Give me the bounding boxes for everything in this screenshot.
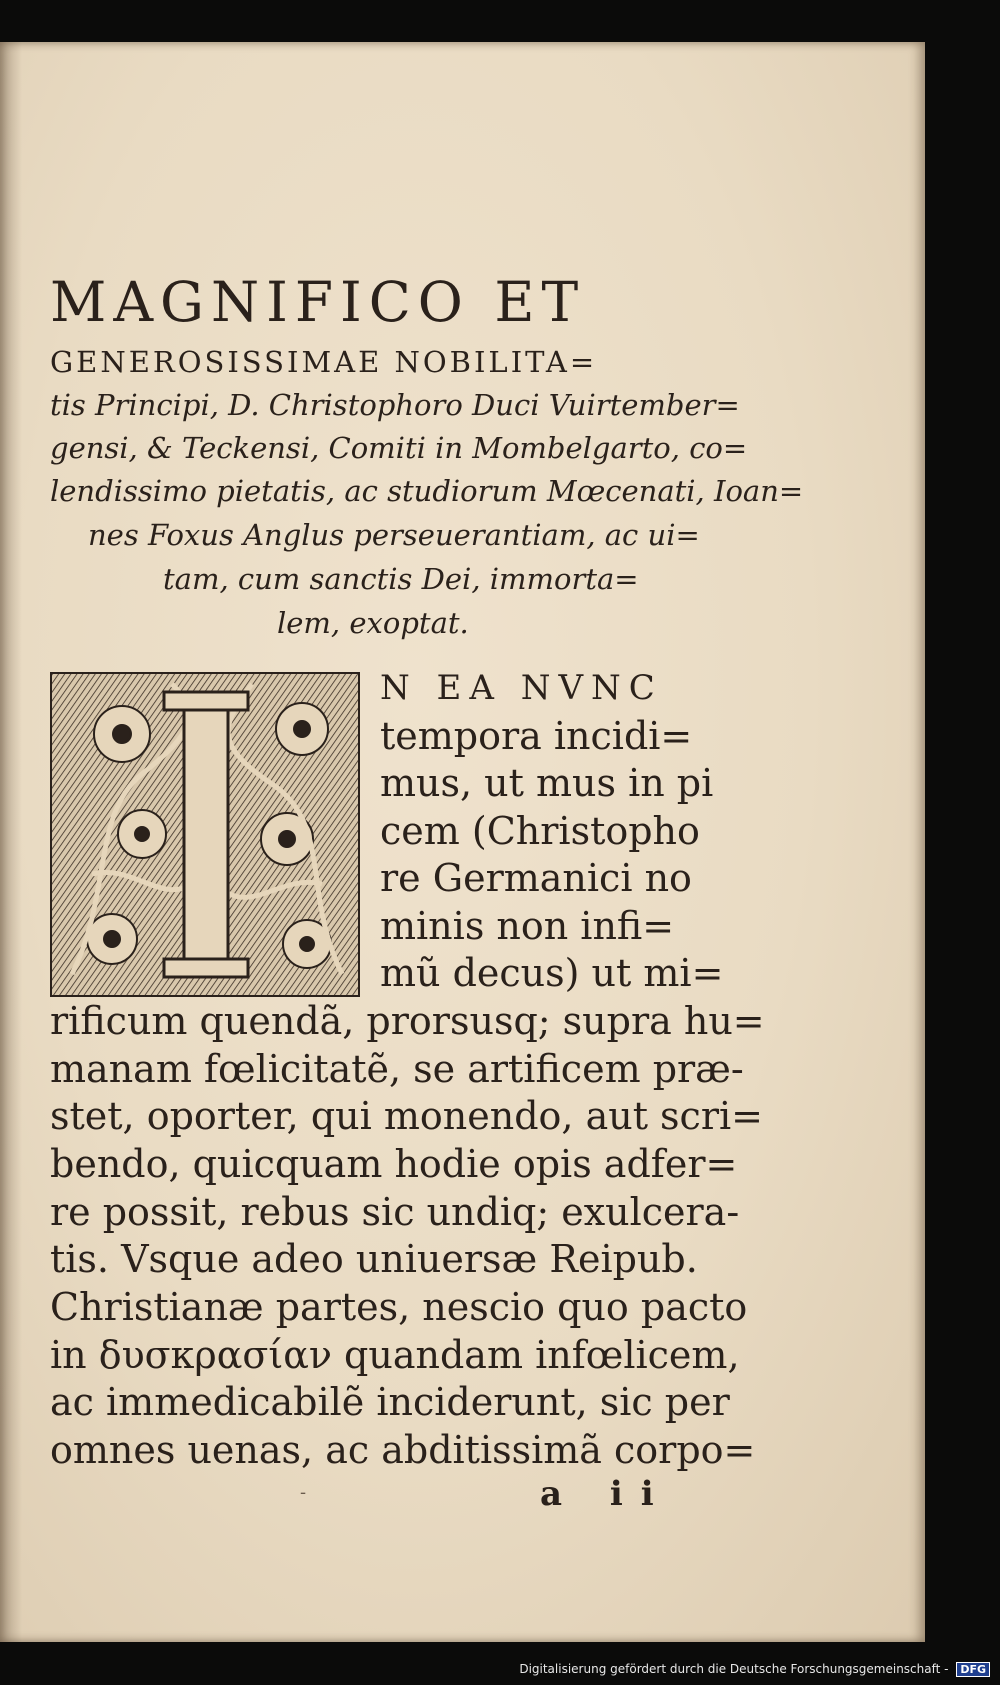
dedication-line: nes Foxus Anglus perseuerantiam, ac ui=: [88, 518, 700, 552]
body-line: manam fœlicitatẽ, se artificem præ-: [50, 1047, 744, 1091]
dfg-logo: DFG: [956, 1662, 990, 1677]
dedication-line: lendissimo pietatis, ac studiorum Mœcenati, Ioan=: [50, 474, 804, 508]
body-line: bendo, quicquam hodie opis adfer=: [50, 1142, 738, 1186]
dedication-line: tis Principi, D. Christophoro Duci Vuirtember=: [50, 388, 740, 422]
body-line: Christianæ partes, nescio quo pacto: [50, 1285, 748, 1329]
body-line: rificum quendã, prorsusq; supra hu=: [50, 999, 765, 1043]
body-line: minis non infi=: [380, 904, 675, 948]
dedication-line: gensi, & Teckensi, Comiti in Mombelgarto, co=: [50, 431, 748, 465]
digitization-credit: [519, 1662, 990, 1677]
dedication-subtitle: GENEROSISSIMAE NOBILITA=: [50, 345, 598, 379]
signature-mark: a ii: [540, 1474, 672, 1514]
body-line: stet, oporter, qui monendo, aut scri=: [50, 1094, 764, 1138]
body-line: ac immedicabilẽ inciderunt, sic per: [50, 1380, 730, 1424]
dedication-line: tam, cum sanctis Dei, immorta=: [163, 562, 639, 596]
credit-text: Digitalisierung gefördert durch die Deutsche Forschungsgemeinschaft -: [519, 1662, 949, 1676]
body-line: tempora incidi=: [380, 714, 693, 758]
body-line: re possit, rebus sic undiq; exulcera-: [50, 1190, 740, 1234]
floral-ornament-icon: [52, 674, 358, 995]
body-line: tis. Vsque adeo uniuersæ Reipub.: [50, 1237, 698, 1281]
body-line: omnes uenas, ac abditissimã corpo=: [50, 1428, 756, 1472]
body-line: in δυσκρασίαν quandam infœlicem,: [50, 1333, 740, 1377]
body-line: mũ decus) ut mi=: [380, 951, 724, 995]
dedication-title: MAGNIFICO ET: [50, 270, 586, 334]
book-page: [0, 42, 925, 1642]
body-line: N EA NVNC: [380, 668, 663, 708]
body-line: re Germanici no: [380, 856, 692, 900]
dedication-line: lem, exoptat.: [277, 606, 469, 640]
decorated-initial-i: [50, 672, 360, 997]
body-line: cem (Christopho: [380, 809, 700, 853]
ink-mark: -: [300, 1482, 307, 1503]
body-line: mus, ut mus in pi: [380, 761, 714, 805]
